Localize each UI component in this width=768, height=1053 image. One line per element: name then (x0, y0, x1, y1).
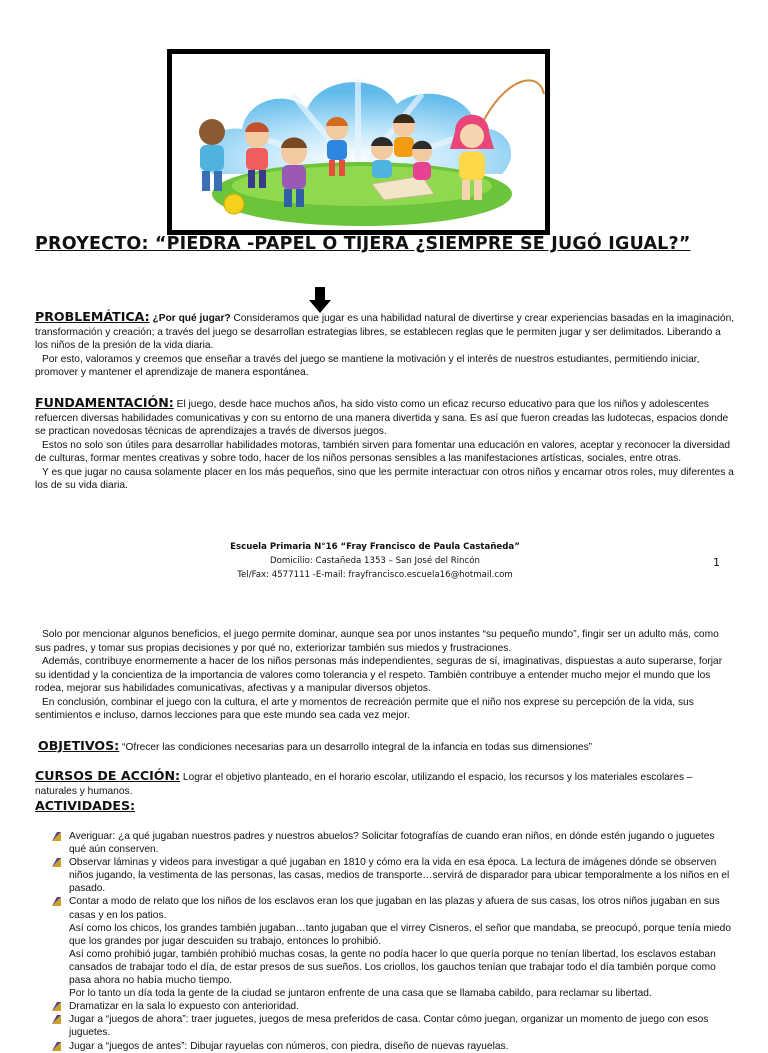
list-item (52, 856, 732, 895)
list-item (52, 830, 732, 856)
bullet-icon (52, 1002, 61, 1011)
cursos-heading: CURSOS DE ACCIÓN: (35, 768, 181, 783)
fundamentacion-p3: Y es que jugar no causa solamente placer en los más pequeños, sino que les permite interactuar con otros niños y encarnar otros roles, muy diferentes a los de su vida diaria. (35, 466, 734, 491)
project-title: PROYECTO: “PIEDRA -PAPEL O TIJERA ¿SIEMPRE SE JUGÓ IGUAL?” (35, 234, 691, 254)
bullet-icon (52, 832, 61, 841)
list-item (52, 1013, 732, 1039)
actividades-heading: ACTIVIDADES: (35, 798, 136, 813)
benefits-section (35, 628, 735, 723)
fundamentacion-p1: El juego, desde hace muchos años, ha sido visto como un eficaz recurso educativo para que los niños y adolescentes refuercen diversas habilidades comunicativas y con su entorno de una manera divertida y sana. Es así que fueron creadas las ludotecas, espacios donde se practican novedosas técnicas de aprendizajes a través de diversos juegos. (35, 399, 729, 437)
objetivos-text: “Ofrecer las condiciones necesarias para un desarrollo integral de la infancia en todas sus dimensiones” (119, 742, 593, 753)
list-item (52, 1000, 732, 1013)
fundamentacion-section (35, 396, 735, 493)
objetivos-heading: OBJETIVOS: (38, 738, 120, 753)
fundamentacion-p2: Estos no solo son útiles para desarrollar habilidades motoras, también sirven para fomentar una educación en valores, aceptar y reconocer la diversidad de culturas, formar mentes creativas y sobre todo, hacer de los niños personas sensibles a las manifestaciones artísticas, sociales, entre otras. (35, 439, 731, 464)
bullet-icon (52, 858, 61, 867)
activity-text: Averiguar: ¿a qué jugaban nuestros padres y nuestros abuelos? Solicitar fotografías de cuando eran niños, en dónde estén jugando o juguetes qué aún conserven. (69, 831, 715, 856)
activity-text: Jugar a “juegos de ahora”: traer juguetes, juegos de mesa preferidos de casa. Contar cómo juegan, organizar un momento de juego con esos juguetes. (69, 1014, 709, 1039)
problematica-section (35, 310, 735, 380)
footer-school: Escuela Primaria N°16 “Fray Francisco de Paula Castañeda” (230, 542, 520, 552)
benefits-p1: Solo por mencionar algunos beneficios, el juego permite dominar, aunque sea por unos instantes “su pequeño mundo”, fingir ser un adulto más, como sus padres, y tomar sus propias decisiones y por qué no, exteriorizar también sus miedos y frustraciones. (35, 629, 719, 654)
fundamentacion-heading: FUNDAMENTACIÓN: (35, 395, 174, 410)
list-item (52, 895, 732, 1000)
list-item (52, 1040, 732, 1053)
children-playing-illustration (172, 54, 545, 230)
problematica-question: ¿Por qué jugar? (152, 313, 231, 324)
benefits-p2: Además, contribuye enormemente a hacer de los niños personas más independientes, seguras de sí, imaginativas, dispuestas a auto superarse, forjar su identidad y la concientiza de la importancia de valores como tolerancia y el respeto. También contribuye a entender mucho mejor el mundo que los rodea, mejorar sus habilidades comunicativas, afectivas y a manipular diversos objetos. (35, 656, 723, 694)
bullet-icon (52, 1042, 61, 1051)
story-paragraph: Por lo tanto un día toda la gente de la ciudad se juntaron enfrente de una casa que se llamaba cabildo, para reclamar su libertad. (69, 988, 652, 1000)
activity-text: Observar láminas y videos para investigar a qué jugaban en 1810 y cómo era la vida en esa época. La lectura de imágenes dónde se observen niños jugando, la vestimenta de las personas, las casas, medios de transporte…servirá de disparador para ubicar temporalmente a los niños en el pasado. (69, 857, 730, 895)
page-number: 1 (713, 556, 720, 569)
objetivos-section (38, 739, 738, 755)
activity-text: Contar a modo de relato que los niños de los esclavos eran los que jugaban en las plazas y afuera de sus casas, los otros niños jugaban en sus casas y en los patios. (69, 896, 720, 921)
activity-text: Jugar a “juegos de antes”: Dibujar rayuelas con números, con piedra, diseño de nuevas rayuelas. (69, 1040, 509, 1052)
story-paragraph: Así como los chicos, los grandes también jugaban…tanto jugaban que el virrey Cisneros, el señor que mandaba, se preocupó, porque tenía miedo que los grandes por jugar descuiden su trabajo, entonces lo prohibió. (69, 922, 732, 947)
story-paragraph: Así como prohibió jugar, también prohibió muchas cosas, la gente no podía hacer lo que quería porque no tenían libertad, los esclavos estaban cansados de trabajar todo el día, de estar presos de sus sueños. Los criollos, los gauchos tenían que trabajar todo el día también porque como pasa ahora no había mucho tiempo. (69, 948, 716, 987)
problematica-heading: PROBLEMÁTICA: (35, 309, 150, 324)
footer-contact: Tel/Fax: 4577111 -E-mail: frayfrancisco.escuela16@hotmail.com (237, 570, 513, 580)
bullet-icon (52, 1015, 61, 1024)
footer-address: Domicilio: Castañeda 1353 – San José del Rincón (270, 556, 480, 566)
benefits-p3: En conclusión, combinar el juego con la cultura, el arte y momentos de recreación permite que el niño nos exprese su percepción de la vida, sus sentimientos e incluso, darnos lecciones para que este mundo sea cada vez mejor. (35, 696, 694, 721)
page-footer (140, 540, 610, 582)
actividades-list (52, 830, 732, 1053)
cursos-section (35, 769, 735, 798)
header-illustration (167, 49, 550, 235)
problematica-p1: Consideramos que jugar es una habilidad natural de divertirse y crear experiencias basadas en la imaginación, transformación y creación; a través del juego se desarrollan estrategias libres, se establecen reglas que le permiten jugar y ser delimitados. Liberando a los niños de la presión de la vida diaria. (35, 313, 735, 351)
problematica-p2: Por esto, valoramos y creemos que enseñar a través del juego se mantiene la motivación y el interés de nuestros estudiantes, permitiendo iniciar, promover y mantener el aprendizaje de manera espontánea. (35, 353, 700, 378)
bullet-icon (52, 897, 61, 906)
activity-text: Dramatizar en la sala lo expuesto con anterioridad. (69, 1001, 299, 1013)
cursos-text: Lograr el objetivo planteado, en el horario escolar, utilizando el espacio, los recursos y los materiales escolares – naturales y humanos. (35, 772, 693, 797)
